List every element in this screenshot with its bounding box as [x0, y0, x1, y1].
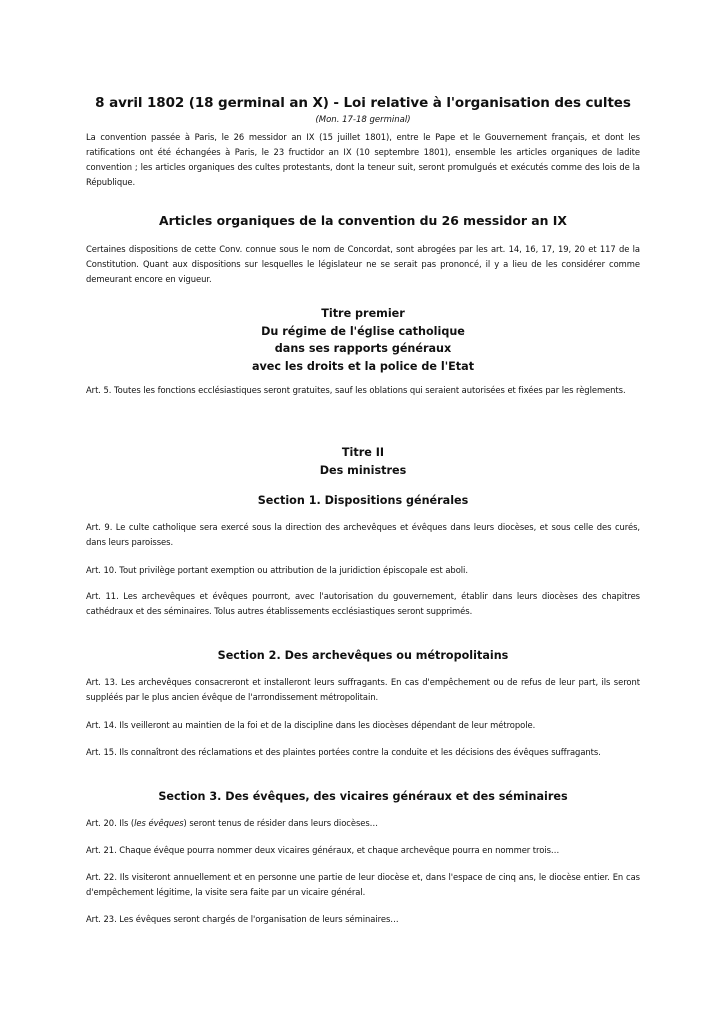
titre2-line: Des ministres	[319, 463, 407, 477]
article-20	[86, 816, 640, 831]
article-11: Art. 11. Les archevêques et évêques pourront, avec l'autorisation du gouvernement, établir dans leurs diocèses des chapitres cathédraux et des séminaires. Tolus autres établissements ecclésiastiques seront supprimés.	[86, 591, 640, 616]
titre2-line: Titre II	[341, 446, 385, 459]
article-13: Art. 13. Les archevêques consacreront et installeront leurs suffragants. En cas d'empêchement ou de refus de leur part, ils seront suppléés par le plus ancien évêque de l'arrondissement métropolitain.	[86, 677, 640, 702]
document-subtitle: (Mon. 17-18 germinal)	[315, 115, 411, 125]
note-paragraph: Certaines dispositions de cette Conv. connue sous le nom de Concordat, sont abrogées par les art. 14, 16, 17, 19, 20 et 117 de la Constitution. Quant aux dispositions sur lesquelles le législateur ne se serait pas prononcé, il y a lieu de les considérer comme demeurant encore en vigueur.	[86, 244, 640, 284]
titre1-line: dans ses rapports généraux	[274, 342, 452, 355]
article-22: Art. 22. Ils visiteront annuellement et en personne une partie de leur diocèse et, dans l'espace de cinq ans, le diocèse entier. En cas d'empêchement légitime, la visite sera faite par un vicaire général.	[86, 872, 640, 897]
article-20-text-end: ) seront tenus de résider dans leurs diocèses…	[183, 818, 378, 828]
articles-heading: Articles organiques de la convention du 26 messidor an IX	[159, 213, 567, 228]
article-23: Art. 23. Les évêques seront chargés de l'organisation de leurs séminaires…	[86, 914, 399, 924]
section2-heading: Section 2. Des archevêques ou métropolitains	[217, 649, 509, 662]
intro-paragraph: La convention passée à Paris, le 26 messidor an IX (15 juillet 1801), entre le Pape et le Gouvernement français, et dont les ratifications ont été échangées à Paris, le 23 fructidor an IX (10 septembre 1801), ensemble les articles organiques de ladite convention ; les articles organiques des cultes protestants, dont la teneur suit, seront promulgués et exécutés comme des lois de la République.	[86, 132, 640, 187]
titre1-line: Titre premier	[321, 307, 405, 320]
document-title: 8 avril 1802 (18 germinal an X) - Loi relative à l'organisation des cultes	[95, 95, 631, 111]
titre1-line: avec les droits et la police de l'Etat	[251, 359, 475, 373]
titre2-heading	[86, 444, 640, 479]
titre1-heading	[86, 305, 640, 375]
section1-heading: Section 1. Dispositions générales	[257, 494, 469, 507]
article-5: Art. 5. Toutes les fonctions ecclésiastiques seront gratuites, sauf les oblations qui seraient autorisées et fixées par les règlements.	[86, 385, 626, 395]
titre1-line: Du régime de l'église catholique	[261, 324, 465, 338]
section3-heading: Section 3. Des évêques, des vicaires généraux et des séminaires	[158, 790, 568, 803]
article-15: Art. 15. Ils connaîtront des réclamations et des plaintes portées contre la conduite et les décisions des évêques suffragants.	[86, 747, 601, 757]
article-20-text: Art. 20. Ils (	[86, 818, 135, 828]
article-20-emphasis: les évêques	[134, 818, 184, 828]
article-9: Art. 9. Le culte catholique sera exercé sous la direction des archevêques et évêques dans leurs diocèses, et sous celle des curés, dans leurs paroisses.	[86, 522, 640, 547]
article-21: Art. 21. Chaque évêque pourra nommer deux vicaires généraux, et chaque archevêque pourra en nommer trois…	[86, 845, 560, 855]
article-14: Art. 14. Ils veilleront au maintien de la foi et de la discipline dans les diocèses dépendant de leur métropole.	[86, 720, 536, 730]
article-10: Art. 10. Tout privilège portant exemption ou attribution de la juridiction épiscopale est aboli.	[86, 565, 468, 575]
